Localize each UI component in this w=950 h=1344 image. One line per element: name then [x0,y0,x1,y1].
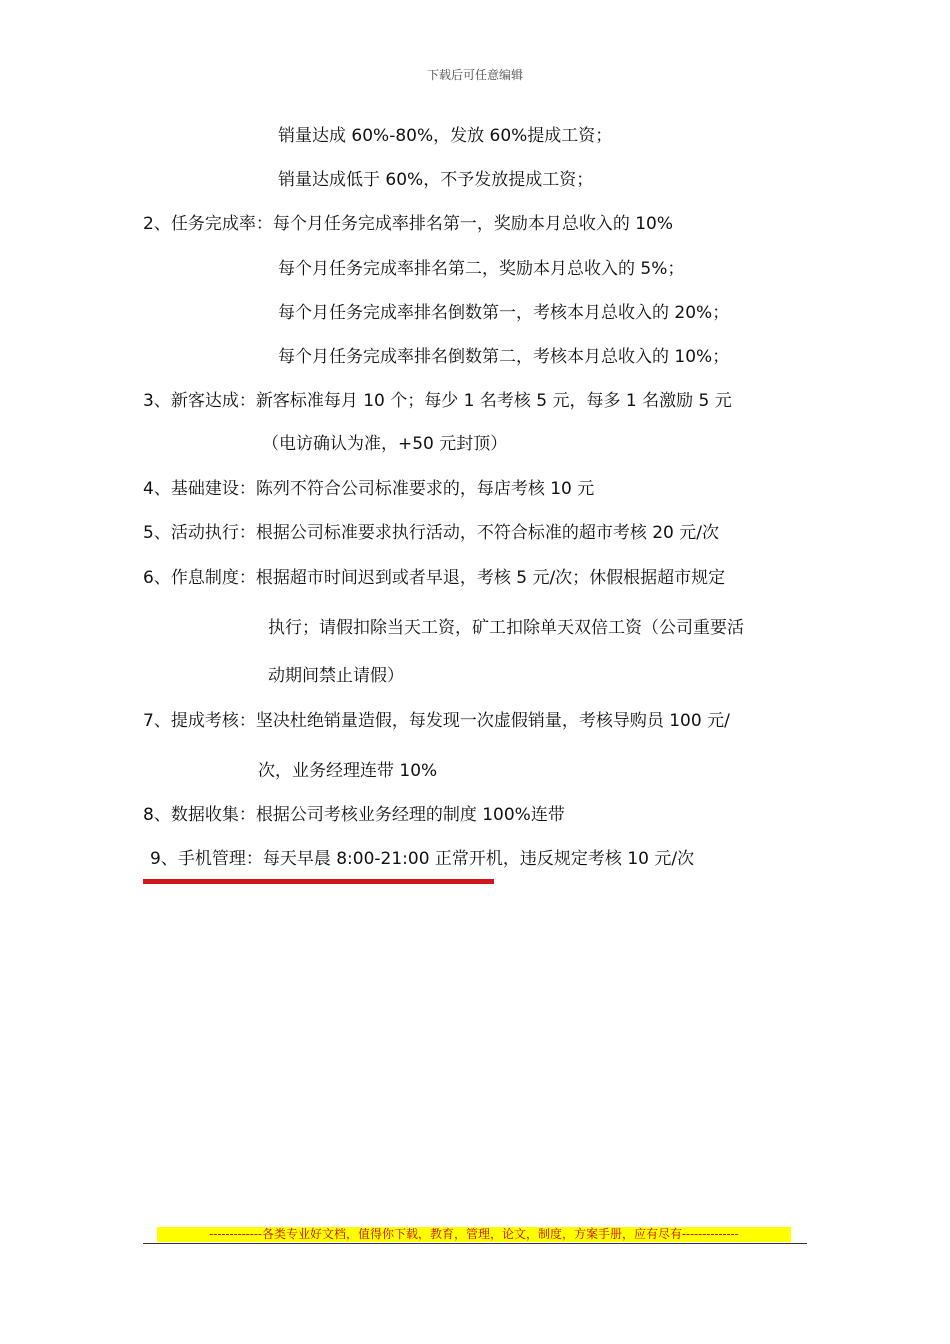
text-line: （电访确认为准，+50 元封顶） [262,434,508,454]
text-line: 5、活动执行：根据公司标准要求执行活动，不符合标准的超市考核 20 元/次 [143,523,719,543]
text-line: 9、手机管理：每天早晨 8:00-21:00 正常开机，违反规定考核 10 元/次 [150,849,695,869]
text-line: 销量达成低于 60%，不予发放提成工资； [278,170,594,190]
text-line: 动期间禁止请假） [268,666,404,686]
text-line: 8、数据收集：根据公司考核业务经理的制度 100%连带 [143,805,565,825]
text-line: 7、提成考核：坚决杜绝销量造假，每发现一次虚假销量，考核导购员 100 元/ [143,711,730,731]
footer-rule [143,1243,807,1244]
page-header: 下载后可任意编辑 [426,68,523,82]
text-line: 2、任务完成率：每个月任务完成率排名第一，奖励本月总收入的 10% [143,214,674,234]
text-line: 每个月任务完成率排名倒数第一，考核本月总收入的 20%； [278,303,730,323]
text-line: 执行；请假扣除当天工资，矿工扣除单天双倍工资（公司重要活 [268,618,744,638]
text-line: 4、基础建设：陈列不符合公司标准要求的，每店考核 10 元 [143,479,595,499]
text-line: 销量达成 60%-80%，发放 60%提成工资； [278,126,613,146]
text-line: 每个月任务完成率排名倒数第二，考核本月总收入的 10%； [278,347,730,367]
text-line: 次，业务经理连带 10% [258,761,438,781]
text-line: 6、作息制度：根据超市时间迟到或者早退，考核 5 元/次；休假根据超市规定 [143,568,726,588]
footer-promo-text: -------------各类专业好文档，值得你下载，教育，管理，论文，制度，方案手册，应有尽有-------------- [157,1227,791,1242]
text-line: 3、新客达成：新客标准每月 10 个；每少 1 名考核 5 元，每多 1 名激励 5 元 [143,391,732,411]
text-line: 每个月任务完成率排名第二，奖励本月总收入的 5%； [278,259,685,279]
red-divider-bar [143,879,494,884]
